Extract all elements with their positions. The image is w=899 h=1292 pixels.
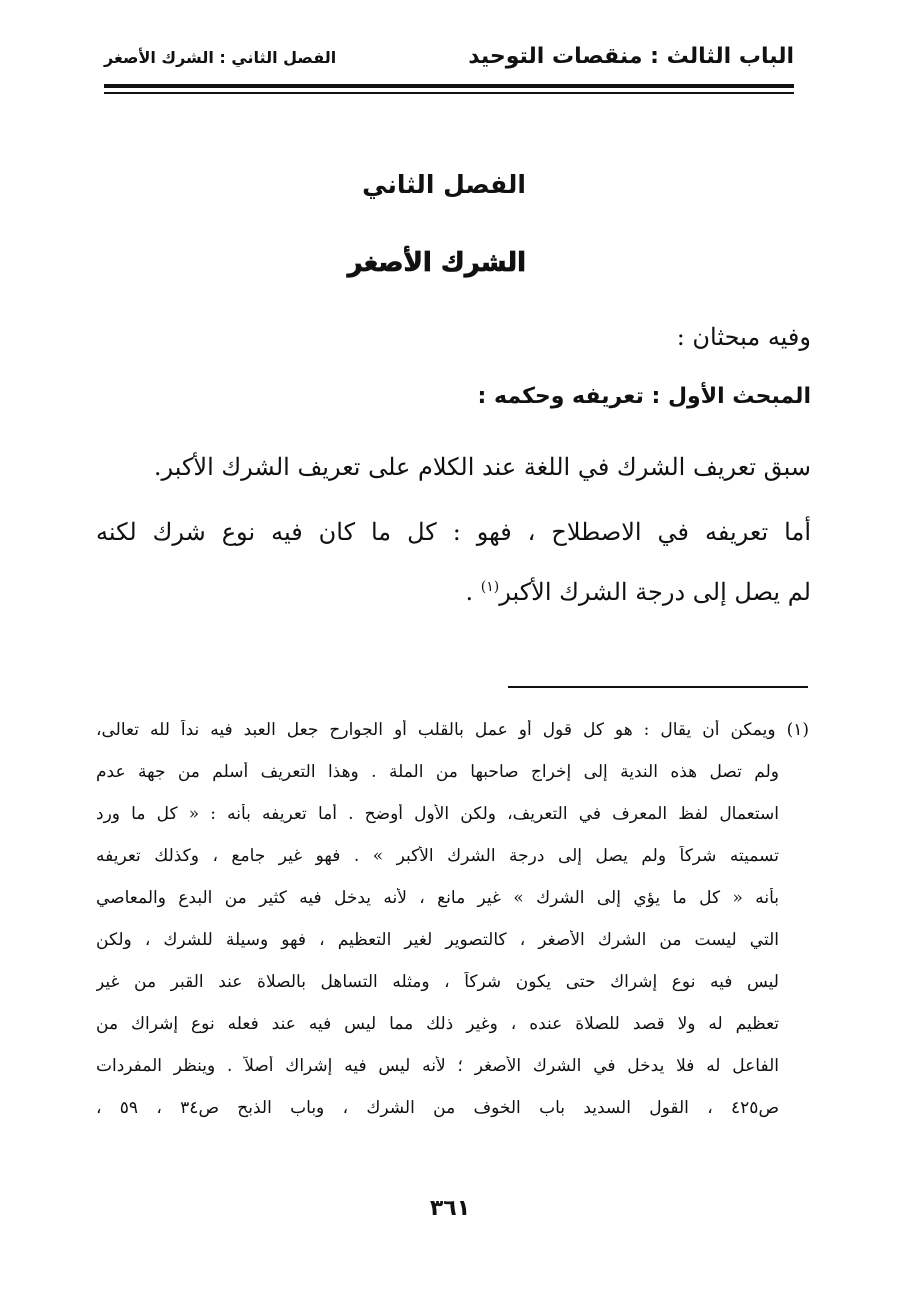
running-header-part: الباب الثالث : منقصات التوحيد [468, 44, 794, 69]
running-header-chapter: الفصل الثاني : الشرك الأصغر [104, 48, 337, 67]
footnote-reference[interactable]: (١) [480, 579, 500, 595]
body-paragraph-2-line-1: أما تعريفه في الاصطلاح ، فهو : كل ما كان فيه نوع شرك لكنه [96, 518, 811, 546]
footnote-line: ولم تصل هذه الندية إلى إخراج صاحبها من الملة . وهذا التعريف أسلم من جهة عدم [96, 762, 779, 782]
footnote-line: بأنه « كل ما يؤي إلى الشرك » غير مانع ، لأنه يدخل فيه كثير من البدع والمعاصي [96, 888, 779, 908]
footnote-line: استعمال لفظ المعرف في التعريف، ولكن الأول أوضح . أما تعريفه بأنه : « كل ما ورد [96, 804, 779, 824]
page-number: ٣٦١ [429, 1196, 471, 1221]
body-paragraph-2-text: لم يصل إلى درجة الشرك الأكبر [499, 578, 811, 606]
body-paragraph-2-line-2 [466, 578, 811, 606]
footnote-line: (١) ويمكن أن يقال : هو كل قول أو عمل بالقلب أو الجوارح جعل العبد فيه نداً لله تعالى، [96, 720, 809, 740]
section-heading: المبحث الأول : تعريفه وحكمه : [477, 384, 811, 409]
footnote-line: تسميته شركاً ولم يصل إلى درجة الشرك الأكبر » . فهو غير جامع ، وكذلك تعريفه [96, 846, 779, 866]
running-header [104, 44, 794, 78]
header-rule-thin [104, 92, 794, 94]
footnote-line: ليس فيه نوع إشراك حتى يكون شركاً ، ومثله التساهل بالصلاة عند القبر من غير [96, 972, 779, 992]
intro-line: وفيه مبحثان : [676, 323, 811, 351]
chapter-subtitle: الشرك الأصغر [347, 248, 526, 278]
footnote-line: الفاعل له فلا يدخل في الشرك الأصغر ؛ لأنه ليس فيه إشراك أصلاً . وينظر المفردات [96, 1056, 779, 1076]
footnote-line: تعظيم له ولا قصد للصلاة عنده ، وغير ذلك مما ليس فيه عند فعله نوع إشراك من [96, 1014, 779, 1034]
header-rule-thick [104, 84, 794, 88]
body-paragraph-1: سبق تعريف الشرك في اللغة عند الكلام على تعريف الشرك الأكبر. [153, 453, 811, 481]
footnote-line: التي ليست من الشرك الأصغر ، كالتصوير لغير التعظيم ، فهو وسيلة للشرك ، ولكن [96, 930, 779, 950]
footnote-separator [508, 686, 808, 688]
body-paragraph-2-end: . [465, 578, 481, 606]
footnote-line: ص٤٢٥ ، القول السديد باب الخوف من الشرك ، وباب الذبح ص٣٤ ، ٥٩ ، [96, 1098, 779, 1118]
chapter-title: الفصل الثاني [362, 170, 526, 199]
